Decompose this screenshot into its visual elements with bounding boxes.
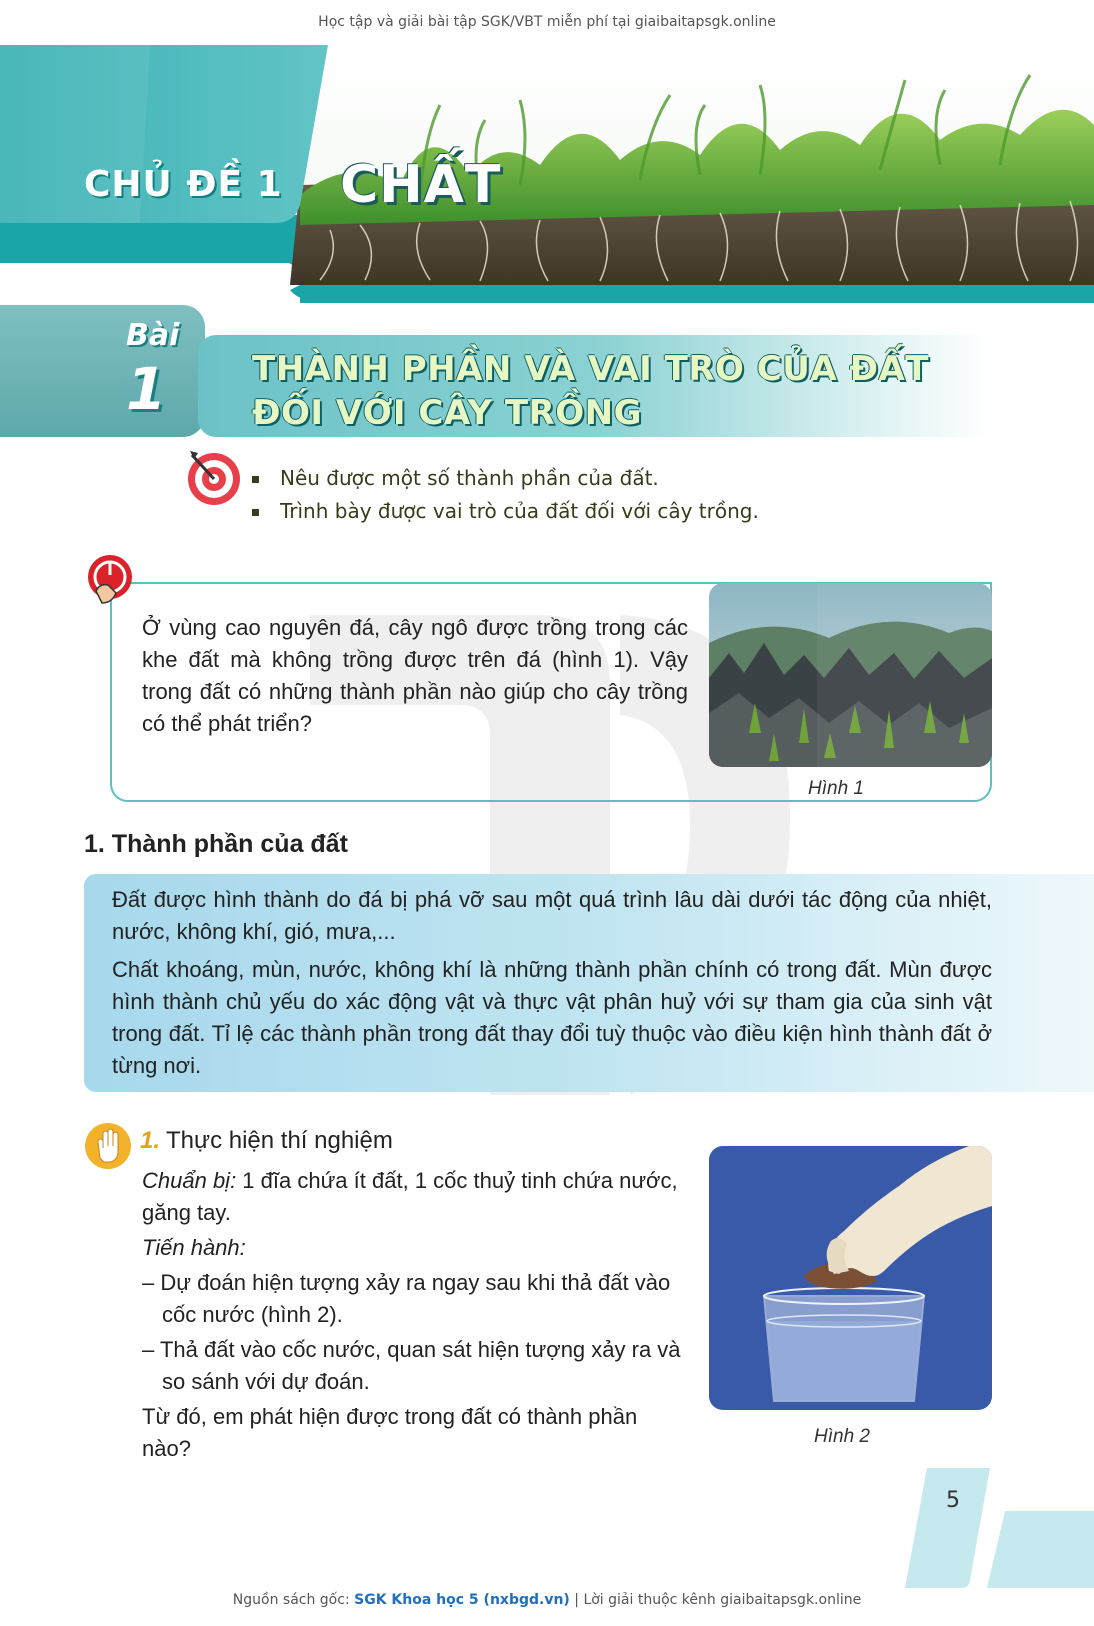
chapter-label: CHỦ ĐỀ 1 xyxy=(84,164,283,205)
activity-prep xyxy=(142,1165,688,1229)
lesson-title-line1: THÀNH PHẦN VÀ VAI TRÒ CỦA ĐẤT xyxy=(252,349,929,389)
activity-step-1: – Dự đoán hiện tượng xảy ra ngay sau khi thả đất vào cốc nước (hình 2). xyxy=(142,1270,671,1327)
activity-content xyxy=(142,1165,688,1465)
chapter-title: CHẤT xyxy=(340,155,502,215)
page-number: 5 xyxy=(946,1488,960,1513)
footer-note xyxy=(0,1592,1094,1608)
start-icon xyxy=(86,553,136,607)
figure1-caption: Hình 1 xyxy=(808,778,864,799)
info-paragraph-1: Đất được hình thành do đá bị phá vỡ sau một quá trình lâu dài dưới tác động của nhiệt, nước, không khí, gió, mưa,... xyxy=(112,887,992,944)
objective-item: Nêu được một số thành phần của đất. xyxy=(252,462,759,495)
objectives-list xyxy=(252,462,759,528)
figure2-caption: Hình 2 xyxy=(814,1426,870,1447)
lesson-number: 1 xyxy=(126,355,167,423)
activity-title: Thực hiện thí nghiệm xyxy=(166,1127,393,1154)
lesson-title xyxy=(252,347,929,435)
section-title: 1. Thành phần của đất xyxy=(84,830,348,858)
footer-source-link[interactable]: SGK Khoa học 5 (nxbgd.vn) xyxy=(354,1592,570,1608)
prep-text: 1 đĩa chứa ít đất, 1 cốc thuỷ tinh chứa nước, găng tay. xyxy=(142,1168,678,1225)
footer-suffix: | Lời giải thuộc kênh giaibaitapsgk.online xyxy=(569,1592,862,1608)
karst-plateau-photo xyxy=(709,583,992,767)
header-note: Học tập và giải bài tập SGK/VBT miễn phí tại giaibaitapsgk.online xyxy=(318,14,776,30)
soil-in-water-photo xyxy=(709,1146,992,1410)
lesson-word: Bài xyxy=(126,318,180,353)
activity-question: Từ đó, em phát hiện được trong đất có thành phần nào? xyxy=(142,1404,638,1461)
objective-item: Trình bày được vai trò của đất đối với cây trồng. xyxy=(252,495,759,528)
lesson-title-line2: ĐỐI VỚI CÂY TRỒNG xyxy=(252,393,642,433)
prep-label: Chuẩn bị: xyxy=(142,1168,237,1193)
target-icon xyxy=(186,447,242,507)
page-number-decoration xyxy=(905,1468,1094,1588)
activity-number: 1. xyxy=(140,1127,161,1154)
hand-icon xyxy=(84,1122,132,1170)
steps-label: Tiến hành: xyxy=(142,1235,246,1260)
starter-question: Ở vùng cao nguyên đá, cây ngô được trồng trong các khe đất mà không trồng được trên đá (hình 1). Vậy trong đất có những thành phần nào giúp cho cây trồng có thể phát triển? xyxy=(142,615,688,736)
activity-step-2: – Thả đất vào cốc nước, quan sát hiện tượng xảy ra và so sánh với dự đoán. xyxy=(142,1337,681,1394)
info-paragraph-2: Chất khoáng, mùn, nước, không khí là những thành phần chính có trong đất. Mùn được hình thành chủ yếu do xác động vật và thực vật phân huỷ với sự tham gia của sinh vật trong đất. Tỉ lệ các thành phần trong đất thay đổi tuỳ thuộc vào điều kiện hình thành đất ở từng nơi. xyxy=(112,957,992,1078)
footer-prefix: Nguồn sách gốc: xyxy=(232,1592,355,1608)
